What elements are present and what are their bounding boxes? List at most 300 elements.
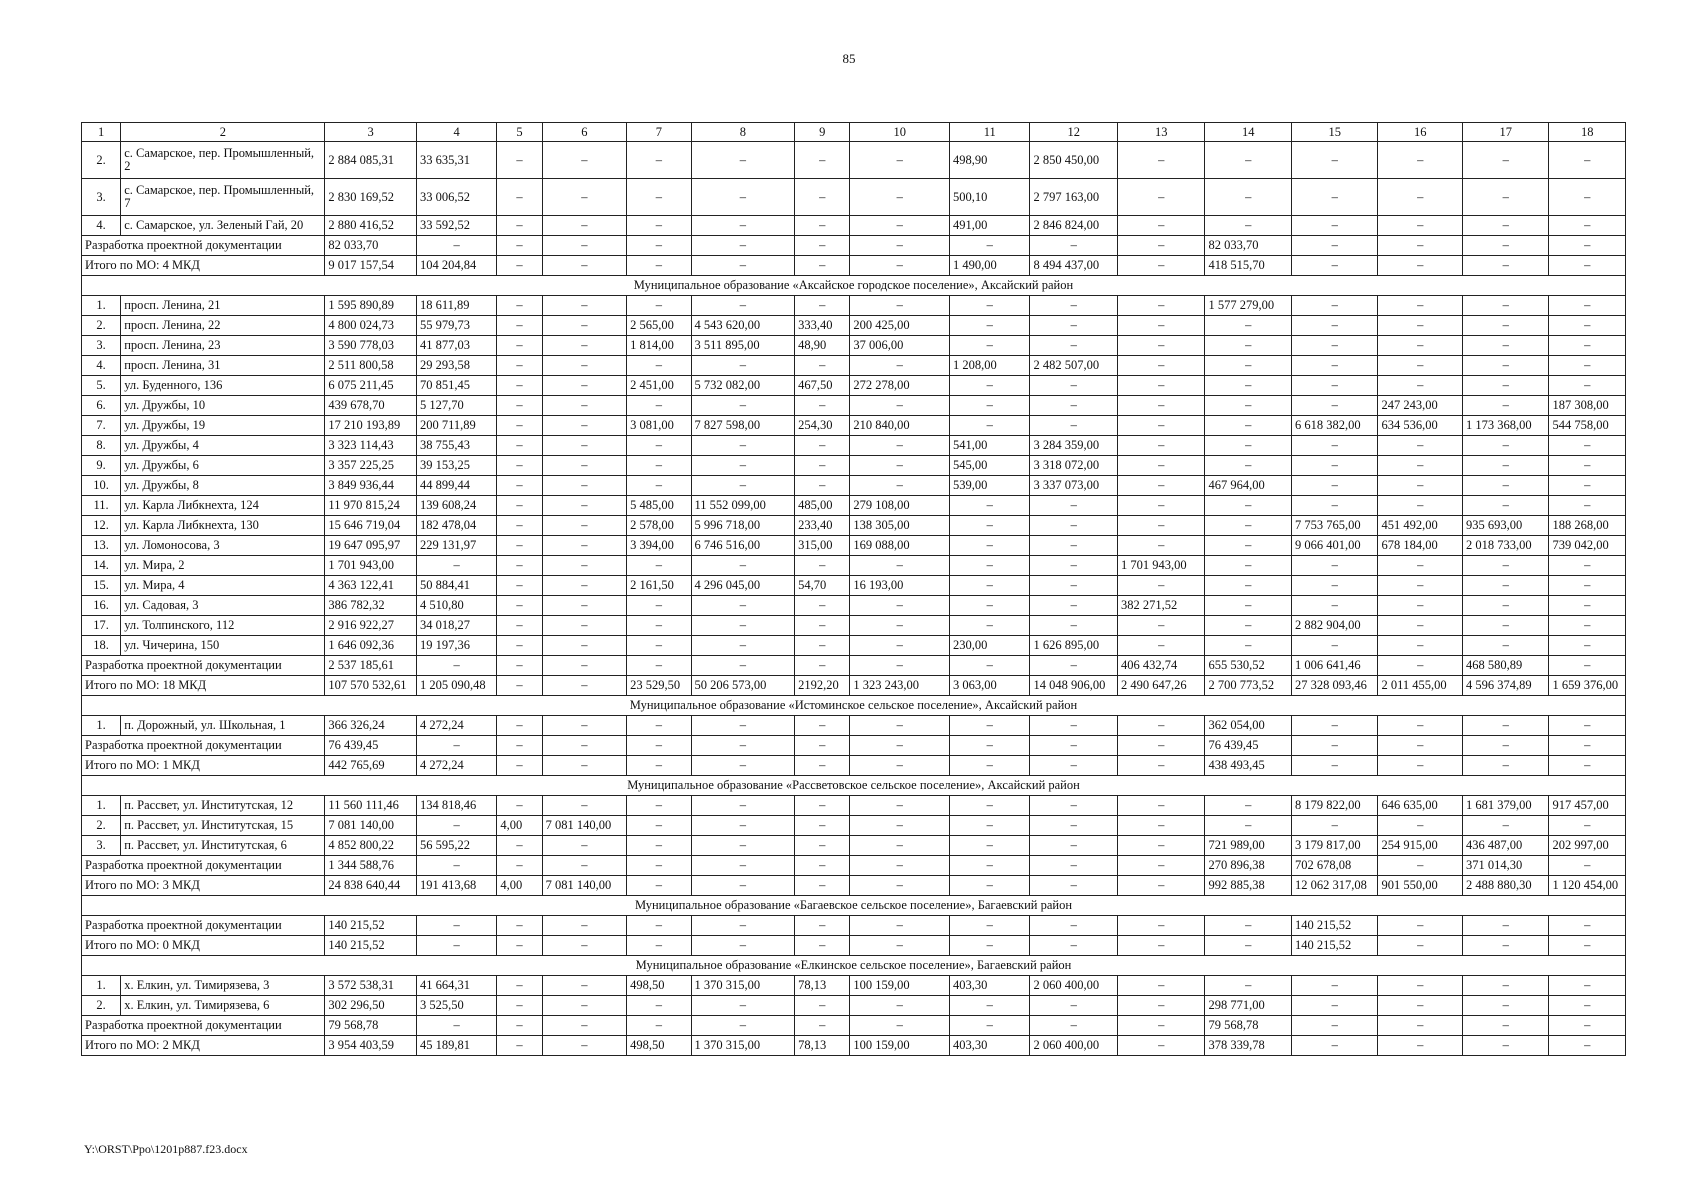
value-cell: – xyxy=(497,1016,542,1036)
row-number: 6. xyxy=(82,396,121,416)
value-cell: – xyxy=(1117,216,1205,236)
value-cell: 3 081,00 xyxy=(627,416,691,436)
column-number: 18 xyxy=(1549,123,1626,142)
value-cell: – xyxy=(627,856,691,876)
value-cell: 544 758,00 xyxy=(1549,416,1626,436)
value-cell: – xyxy=(850,856,950,876)
value-cell: 254,30 xyxy=(795,416,850,436)
value-cell: – xyxy=(1378,316,1462,336)
value-cell: – xyxy=(850,456,950,476)
value-cell: – xyxy=(1291,556,1378,576)
value-cell: – xyxy=(1291,756,1378,776)
value-cell: – xyxy=(795,736,850,756)
value-cell: 333,40 xyxy=(795,316,850,336)
value-cell: – xyxy=(1117,976,1205,996)
value-cell: – xyxy=(542,336,626,356)
value-cell: – xyxy=(950,316,1030,336)
section-heading-row xyxy=(82,956,1626,976)
value-cell: – xyxy=(950,836,1030,856)
value-cell: 15 646 719,04 xyxy=(325,516,417,536)
value-cell: – xyxy=(1205,816,1292,836)
value-cell: – xyxy=(1378,596,1462,616)
value-cell: 1 814,00 xyxy=(627,336,691,356)
value-cell: – xyxy=(1030,616,1118,636)
value-cell: – xyxy=(1117,336,1205,356)
value-cell: – xyxy=(795,436,850,456)
value-cell: – xyxy=(1030,876,1118,896)
value-cell: 5 127,70 xyxy=(416,396,496,416)
table-row xyxy=(82,456,1626,476)
value-cell: – xyxy=(497,1036,542,1056)
value-cell: 634 536,00 xyxy=(1378,416,1462,436)
value-cell: – xyxy=(497,616,542,636)
value-cell: – xyxy=(497,476,542,496)
value-cell: – xyxy=(497,836,542,856)
value-cell: – xyxy=(1205,536,1292,556)
value-cell: – xyxy=(795,1016,850,1036)
value-cell: – xyxy=(416,936,496,956)
value-cell: – xyxy=(1378,736,1462,756)
value-cell: – xyxy=(850,816,950,836)
value-cell: – xyxy=(1291,576,1378,596)
value-cell: – xyxy=(795,756,850,776)
value-cell: – xyxy=(627,436,691,456)
value-cell: – xyxy=(1549,476,1626,496)
row-number: 18. xyxy=(82,636,121,656)
value-cell: 41 877,03 xyxy=(416,336,496,356)
value-cell: – xyxy=(850,356,950,376)
value-cell: 270 896,38 xyxy=(1205,856,1292,876)
value-cell: – xyxy=(950,716,1030,736)
value-cell: – xyxy=(1378,996,1462,1016)
table-row xyxy=(82,179,1626,216)
value-cell: 2 537 185,61 xyxy=(325,656,417,676)
address-cell: ул. Дружбы, 10 xyxy=(121,396,325,416)
value-cell: – xyxy=(1030,996,1118,1016)
value-cell: – xyxy=(1205,142,1292,179)
value-cell: – xyxy=(542,596,626,616)
value-cell: – xyxy=(950,596,1030,616)
value-cell: 4 543 620,00 xyxy=(691,316,795,336)
value-cell: 5 732 082,00 xyxy=(691,376,795,396)
value-cell: – xyxy=(1117,616,1205,636)
value-cell: – xyxy=(795,836,850,856)
value-cell: – xyxy=(1378,496,1462,516)
value-cell: 39 153,25 xyxy=(416,456,496,476)
value-cell: 3 394,00 xyxy=(627,536,691,556)
value-cell: – xyxy=(542,496,626,516)
value-cell: – xyxy=(1030,836,1118,856)
value-cell: – xyxy=(1117,456,1205,476)
value-cell: 2 490 647,26 xyxy=(1117,676,1205,696)
value-cell: 140 215,52 xyxy=(1291,936,1378,956)
address-cell: ул. Дружбы, 6 xyxy=(121,456,325,476)
address-cell: просп. Ленина, 31 xyxy=(121,356,325,376)
value-cell: – xyxy=(1291,356,1378,376)
value-cell: – xyxy=(1549,142,1626,179)
value-cell: – xyxy=(497,142,542,179)
value-cell: – xyxy=(950,936,1030,956)
row-number: 7. xyxy=(82,416,121,436)
value-cell: – xyxy=(1378,216,1462,236)
address-cell: с. Самарское, пер. Промышленный, 7 xyxy=(121,179,325,216)
value-cell: – xyxy=(1549,576,1626,596)
value-cell: 11 552 099,00 xyxy=(691,496,795,516)
value-cell: – xyxy=(1462,256,1549,276)
value-cell: – xyxy=(1205,596,1292,616)
value-cell: – xyxy=(627,656,691,676)
value-cell: – xyxy=(627,216,691,236)
value-cell: 78,13 xyxy=(795,976,850,996)
value-cell: – xyxy=(542,316,626,336)
value-cell: – xyxy=(1378,336,1462,356)
value-cell: 3 337 073,00 xyxy=(1030,476,1118,496)
value-cell: 48,90 xyxy=(795,336,850,356)
section-heading: Муниципальное образование «Аксайское городское поселение», Аксайский район xyxy=(82,276,1626,296)
value-cell: – xyxy=(627,836,691,856)
value-cell: – xyxy=(850,296,950,316)
value-cell: – xyxy=(497,756,542,776)
value-cell: – xyxy=(627,256,691,276)
value-cell: – xyxy=(1462,596,1549,616)
value-cell: – xyxy=(1378,256,1462,276)
column-number: 7 xyxy=(627,123,691,142)
value-cell: 1 370 315,00 xyxy=(691,1036,795,1056)
value-cell: – xyxy=(1462,316,1549,336)
value-cell: – xyxy=(497,256,542,276)
value-cell: 139 608,24 xyxy=(416,496,496,516)
value-cell: 2 060 400,00 xyxy=(1030,1036,1118,1056)
value-cell: – xyxy=(850,476,950,496)
row-number: 2. xyxy=(82,142,121,179)
value-cell: – xyxy=(691,556,795,576)
value-cell: – xyxy=(1205,216,1292,236)
value-cell: – xyxy=(850,996,950,1016)
value-cell: 19 197,36 xyxy=(416,636,496,656)
column-number: 9 xyxy=(795,123,850,142)
address-cell: ул. Толпинского, 112 xyxy=(121,616,325,636)
value-cell: – xyxy=(1378,656,1462,676)
value-cell: – xyxy=(1462,816,1549,836)
value-cell: – xyxy=(1030,596,1118,616)
address-cell: просп. Ленина, 23 xyxy=(121,336,325,356)
value-cell: – xyxy=(1549,636,1626,656)
value-cell: 140 215,52 xyxy=(1291,916,1378,936)
column-number: 12 xyxy=(1030,123,1118,142)
value-cell: 33 006,52 xyxy=(416,179,496,216)
value-cell: 254 915,00 xyxy=(1378,836,1462,856)
value-cell: – xyxy=(1117,296,1205,316)
value-cell: 37 006,00 xyxy=(850,336,950,356)
value-cell: 8 179 822,00 xyxy=(1291,796,1378,816)
value-cell: 7 081 140,00 xyxy=(542,816,626,836)
column-number: 13 xyxy=(1117,123,1205,142)
row-number: 1. xyxy=(82,796,121,816)
table-row xyxy=(82,396,1626,416)
value-cell: – xyxy=(1549,936,1626,956)
value-cell: – xyxy=(691,656,795,676)
value-cell: – xyxy=(1462,436,1549,456)
value-cell: – xyxy=(691,236,795,256)
column-number: 17 xyxy=(1462,123,1549,142)
address-cell: ул. Карла Либкнехта, 130 xyxy=(121,516,325,536)
total-row xyxy=(82,676,1626,696)
value-cell: – xyxy=(627,1016,691,1036)
value-cell: – xyxy=(1205,556,1292,576)
row-number: 3. xyxy=(82,836,121,856)
value-cell: 418 515,70 xyxy=(1205,256,1292,276)
value-cell: – xyxy=(1291,296,1378,316)
value-cell: 1 701 943,00 xyxy=(1117,556,1205,576)
value-cell: 54,70 xyxy=(795,576,850,596)
value-cell: 315,00 xyxy=(795,536,850,556)
value-cell: – xyxy=(1378,142,1462,179)
value-cell: 50 884,41 xyxy=(416,576,496,596)
section-heading: Муниципальное образование «Истоминское сельское поселение», Аксайский район xyxy=(82,696,1626,716)
value-cell: 134 818,46 xyxy=(416,796,496,816)
value-cell: – xyxy=(795,296,850,316)
value-cell: – xyxy=(1462,496,1549,516)
value-cell: – xyxy=(795,716,850,736)
table-row xyxy=(82,376,1626,396)
value-cell: – xyxy=(1117,876,1205,896)
value-cell: 485,00 xyxy=(795,496,850,516)
row-number: 2. xyxy=(82,996,121,1016)
value-cell: – xyxy=(1205,936,1292,956)
value-cell: 55 979,73 xyxy=(416,316,496,336)
table-row xyxy=(82,416,1626,436)
table-row xyxy=(82,976,1626,996)
value-cell: 2 830 169,52 xyxy=(325,179,417,216)
value-cell: – xyxy=(627,456,691,476)
value-cell: – xyxy=(1205,456,1292,476)
column-number: 14 xyxy=(1205,123,1292,142)
value-cell: 6 618 382,00 xyxy=(1291,416,1378,436)
table-row xyxy=(82,796,1626,816)
value-cell: – xyxy=(691,179,795,216)
value-cell: 82 033,70 xyxy=(1205,236,1292,256)
value-cell: – xyxy=(1549,356,1626,376)
value-cell: – xyxy=(1205,796,1292,816)
value-cell: – xyxy=(1549,736,1626,756)
value-cell: – xyxy=(627,636,691,656)
value-cell: 202 997,00 xyxy=(1549,836,1626,856)
value-cell: 386 782,32 xyxy=(325,596,417,616)
total-row xyxy=(82,916,1626,936)
value-cell: 1 577 279,00 xyxy=(1205,296,1292,316)
value-cell: – xyxy=(627,876,691,896)
table-row xyxy=(82,336,1626,356)
value-cell: – xyxy=(1462,296,1549,316)
value-cell: – xyxy=(1291,179,1378,216)
address-cell: ул. Дружбы, 19 xyxy=(121,416,325,436)
value-cell: – xyxy=(691,756,795,776)
value-cell: – xyxy=(850,876,950,896)
footer-file-path: Y:\ORST\Ppo\1201p887.f23.docx xyxy=(84,1142,248,1156)
value-cell: – xyxy=(1291,816,1378,836)
value-cell: – xyxy=(1549,616,1626,636)
value-cell: 3 511 895,00 xyxy=(691,336,795,356)
value-cell: – xyxy=(850,736,950,756)
table-row xyxy=(82,636,1626,656)
value-cell: 702 678,08 xyxy=(1291,856,1378,876)
value-cell: 56 595,22 xyxy=(416,836,496,856)
value-cell: – xyxy=(497,416,542,436)
total-label: Разработка проектной документации xyxy=(82,236,325,256)
value-cell: 33 592,52 xyxy=(416,216,496,236)
value-cell: – xyxy=(1205,396,1292,416)
value-cell: – xyxy=(627,816,691,836)
value-cell: – xyxy=(1462,179,1549,216)
value-cell: – xyxy=(497,796,542,816)
value-cell: – xyxy=(1462,636,1549,656)
value-cell: – xyxy=(1117,1036,1205,1056)
value-cell: – xyxy=(950,556,1030,576)
value-cell: – xyxy=(691,476,795,496)
value-cell: – xyxy=(542,716,626,736)
value-cell: – xyxy=(1462,996,1549,1016)
total-label: Итого по МО: 0 МКД xyxy=(82,936,325,956)
value-cell: 362 054,00 xyxy=(1205,716,1292,736)
value-cell: 1 370 315,00 xyxy=(691,976,795,996)
value-cell: – xyxy=(1030,396,1118,416)
total-label: Разработка проектной документации xyxy=(82,736,325,756)
value-cell: 2 846 824,00 xyxy=(1030,216,1118,236)
value-cell: 3 063,00 xyxy=(950,676,1030,696)
value-cell: – xyxy=(542,296,626,316)
value-cell: 298 771,00 xyxy=(1205,996,1292,1016)
value-cell: – xyxy=(542,736,626,756)
value-cell: 4 800 024,73 xyxy=(325,316,417,336)
value-cell: – xyxy=(1291,476,1378,496)
value-cell: – xyxy=(627,596,691,616)
value-cell: 4,00 xyxy=(497,876,542,896)
value-cell: – xyxy=(1291,736,1378,756)
address-cell: ул. Мира, 2 xyxy=(121,556,325,576)
column-number: 5 xyxy=(497,123,542,142)
value-cell: 498,50 xyxy=(627,1036,691,1056)
column-number-row xyxy=(82,123,1626,142)
column-number: 4 xyxy=(416,123,496,142)
value-cell: – xyxy=(627,616,691,636)
value-cell: 79 568,78 xyxy=(1205,1016,1292,1036)
value-cell: – xyxy=(950,516,1030,536)
value-cell: – xyxy=(542,856,626,876)
value-cell: – xyxy=(795,356,850,376)
value-cell: 45 189,81 xyxy=(416,1036,496,1056)
value-cell: – xyxy=(1117,936,1205,956)
value-cell: 1 006 641,46 xyxy=(1291,656,1378,676)
value-cell: – xyxy=(1030,316,1118,336)
value-cell: – xyxy=(1378,376,1462,396)
value-cell: 182 478,04 xyxy=(416,516,496,536)
total-row xyxy=(82,656,1626,676)
value-cell: – xyxy=(542,676,626,696)
value-cell: 82 033,70 xyxy=(325,236,417,256)
value-cell: – xyxy=(542,1036,626,1056)
value-cell: – xyxy=(416,736,496,756)
value-cell: – xyxy=(1205,516,1292,536)
row-number: 3. xyxy=(82,336,121,356)
value-cell: 436 487,00 xyxy=(1462,836,1549,856)
value-cell: – xyxy=(542,576,626,596)
value-cell: – xyxy=(850,1016,950,1036)
value-cell: 4 596 374,89 xyxy=(1462,676,1549,696)
value-cell: 11 560 111,46 xyxy=(325,796,417,816)
value-cell: – xyxy=(1117,736,1205,756)
value-cell: – xyxy=(1117,396,1205,416)
value-cell: 4 852 800,22 xyxy=(325,836,417,856)
value-cell: – xyxy=(542,416,626,436)
value-cell: 44 899,44 xyxy=(416,476,496,496)
value-cell: – xyxy=(691,916,795,936)
value-cell: – xyxy=(542,756,626,776)
row-number: 12. xyxy=(82,516,121,536)
value-cell: – xyxy=(497,456,542,476)
value-cell: – xyxy=(497,316,542,336)
value-cell: – xyxy=(950,856,1030,876)
value-cell: – xyxy=(497,856,542,876)
value-cell: 498,90 xyxy=(950,142,1030,179)
address-cell: ул. Садовая, 3 xyxy=(121,596,325,616)
value-cell: – xyxy=(542,436,626,456)
value-cell: – xyxy=(691,1016,795,1036)
column-number: 16 xyxy=(1378,123,1462,142)
value-cell: – xyxy=(1549,456,1626,476)
value-cell: – xyxy=(1205,416,1292,436)
value-cell: – xyxy=(542,236,626,256)
value-cell: – xyxy=(950,736,1030,756)
value-cell: 3 525,50 xyxy=(416,996,496,1016)
value-cell: – xyxy=(542,216,626,236)
value-cell: 16 193,00 xyxy=(850,576,950,596)
value-cell: – xyxy=(1117,496,1205,516)
value-cell: – xyxy=(497,996,542,1016)
total-label: Итого по МО: 2 МКД xyxy=(82,1036,325,1056)
value-cell: – xyxy=(1117,316,1205,336)
value-cell: 140 215,52 xyxy=(325,936,417,956)
value-cell: – xyxy=(1117,856,1205,876)
value-cell: 7 081 140,00 xyxy=(325,816,417,836)
value-cell: 2 060 400,00 xyxy=(1030,976,1118,996)
total-row xyxy=(82,1036,1626,1056)
value-cell: 230,00 xyxy=(950,636,1030,656)
value-cell: – xyxy=(1291,496,1378,516)
total-label: Разработка проектной документации xyxy=(82,856,325,876)
value-cell: 7 081 140,00 xyxy=(542,876,626,896)
value-cell: – xyxy=(1205,616,1292,636)
value-cell: – xyxy=(691,356,795,376)
value-cell: – xyxy=(691,616,795,636)
value-cell: – xyxy=(1462,616,1549,636)
value-cell: 2 488 880,30 xyxy=(1462,876,1549,896)
value-cell: 200 711,89 xyxy=(416,416,496,436)
value-cell: – xyxy=(542,916,626,936)
value-cell: – xyxy=(542,616,626,636)
value-cell: 19 647 095,97 xyxy=(325,536,417,556)
value-cell: 33 635,31 xyxy=(416,142,496,179)
value-cell: – xyxy=(627,236,691,256)
value-cell: – xyxy=(497,676,542,696)
value-cell: – xyxy=(950,616,1030,636)
value-cell: – xyxy=(1291,216,1378,236)
value-cell: – xyxy=(850,716,950,736)
value-cell: – xyxy=(691,436,795,456)
address-cell: просп. Ленина, 22 xyxy=(121,316,325,336)
value-cell: – xyxy=(795,236,850,256)
value-cell: – xyxy=(1462,336,1549,356)
value-cell: – xyxy=(691,142,795,179)
